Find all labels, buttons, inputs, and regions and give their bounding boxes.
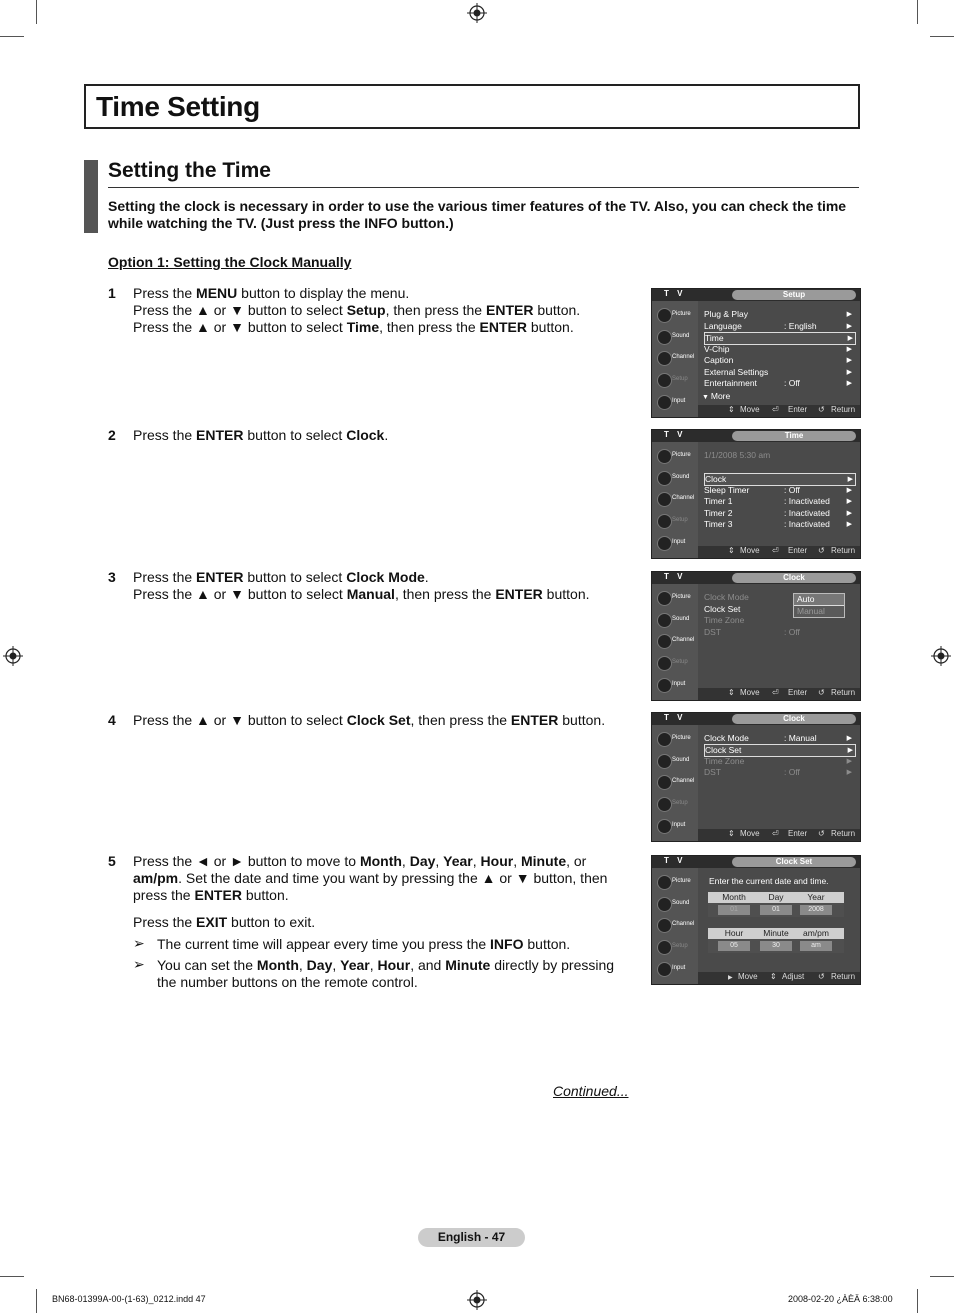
sidebar-label: Channel [672, 495, 695, 501]
crop-mark [930, 1276, 954, 1277]
menu-title: Clock [732, 714, 856, 724]
sidebar-item-picture[interactable] [654, 729, 696, 749]
sidebar-label: Picture [672, 452, 691, 458]
sidebar-label: Input [672, 681, 686, 687]
sidebar-item-channel[interactable] [654, 348, 696, 368]
step-line: Press the ENTER button to select Clock Mode. [133, 569, 429, 585]
crop-mark [930, 36, 954, 37]
enter-icon: ⏎ [772, 405, 779, 414]
picture-icon [657, 875, 672, 890]
step-number: 2 [108, 427, 116, 443]
year-field[interactable]: 2008 [800, 905, 832, 915]
arrow-right-icon: ▶ [846, 311, 852, 318]
tv-logo: T V [664, 856, 686, 865]
sidebar-item-setup[interactable] [654, 794, 696, 814]
date-value-row [708, 903, 844, 917]
arrow-right-icon: ▶ [846, 521, 852, 528]
menu-value: : Off [784, 767, 800, 777]
menu-content [698, 301, 860, 405]
step-line: Press the ▲ or ▼ button to select Time, then press the ENTER button. [133, 319, 574, 335]
menu-item[interactable] [704, 767, 854, 778]
menu-label: Language [704, 321, 742, 331]
step-line: Press the ▲ or ▼ button to select Manual, then press the ENTER button. [133, 586, 590, 602]
menu-item[interactable] [704, 344, 854, 355]
step-line: Press the ◄ or ► button to move to Month, Day, Year, Hour, Minute, or am/pm. Set the date and time you want by pressing the ▲ or ▼ button, then press the ENTER button. [133, 853, 608, 903]
menu-label: Sleep Timer [704, 485, 750, 495]
sidebar-item-setup[interactable] [654, 370, 696, 390]
setup-icon [657, 514, 672, 529]
menu-value: : Off [784, 627, 800, 637]
input-icon [657, 395, 672, 410]
crop-mark [36, 0, 37, 24]
sidebar-label: Setup [672, 376, 688, 382]
return-icon: ↺ [818, 688, 825, 697]
setup-icon [657, 373, 672, 388]
section-title: Setting the Time [108, 159, 271, 182]
sidebar-item-sound[interactable] [654, 610, 696, 630]
tv-sidebar [652, 301, 698, 417]
crop-mark [36, 1289, 37, 1313]
sidebar-item-input[interactable] [654, 675, 696, 695]
sidebar-item-channel[interactable] [654, 489, 696, 509]
arrow-right-icon: ▶ [846, 346, 852, 353]
section-divider [108, 187, 859, 188]
footer-label: Return [831, 405, 856, 414]
menu-item[interactable] [704, 508, 854, 519]
move-icon: ⇕ [728, 829, 735, 838]
menu-label: Clock Set [704, 604, 741, 614]
minute-header: Minute [763, 928, 789, 938]
hour-header: Hour [724, 928, 744, 938]
arrow-right-icon: ▶ [847, 476, 853, 483]
sidebar-label: Sound [672, 757, 690, 763]
sidebar-label: Input [672, 398, 686, 404]
return-icon: ↺ [818, 829, 825, 838]
arrow-right-icon: ▶ [846, 369, 852, 376]
sidebar-item-picture[interactable] [654, 446, 696, 466]
picture-icon [657, 449, 672, 464]
menu-label: Entertainment [704, 378, 757, 388]
sidebar-label: Picture [672, 594, 691, 600]
menu-item[interactable] [704, 378, 854, 389]
sidebar-label: Setup [672, 517, 688, 523]
input-icon [657, 962, 672, 977]
exit-instruction: Press the EXIT button to exit. [133, 914, 316, 930]
input-icon [657, 819, 672, 834]
channel-icon [657, 492, 672, 507]
step-number: 1 [108, 285, 116, 301]
crop-mark [0, 1276, 24, 1277]
ampm-header: am/pm [803, 928, 829, 938]
menu-label: Time [705, 333, 724, 343]
menu-value: : Manual [784, 733, 817, 743]
tv-sidebar [652, 442, 698, 558]
footer-label: Return [831, 688, 856, 697]
tv-footer [698, 829, 860, 841]
enter-icon: ⏎ [772, 688, 779, 697]
menu-value: : Inactivated [784, 519, 830, 529]
menu-more[interactable] [702, 391, 852, 402]
sidebar-item-picture[interactable] [654, 588, 696, 608]
menu-item[interactable] [704, 367, 854, 378]
sidebar-label: Setup [672, 659, 688, 665]
sound-icon [657, 897, 672, 912]
menu-content [698, 584, 860, 688]
enter-icon: ⏎ [772, 829, 779, 838]
clock-set-prompt: Enter the current date and time. [709, 876, 829, 886]
arrow-right-icon: ▶ [847, 747, 853, 754]
step-line: Press the ▲ or ▼ button to select Setup, then press the ENTER button. [133, 302, 581, 318]
time-value-row [708, 939, 844, 953]
footer-label: Return [831, 546, 856, 555]
step-line: Press the MENU button to display the menu. [133, 285, 410, 301]
page-number: English - 47 [418, 1228, 525, 1247]
step-5-text [133, 853, 618, 904]
crop-mark [917, 1289, 918, 1313]
tv-menu-clock-mode [651, 571, 861, 701]
sidebar-item-sound[interactable] [654, 468, 696, 488]
footer-label: Return [831, 829, 856, 838]
print-date: 2008-02-20 ¿ÀÈÄ 6:38:00 [788, 1294, 893, 1304]
menu-label: Caption [704, 355, 734, 365]
ampm-field[interactable]: am [800, 941, 832, 951]
arrow-right-icon: ▶ [846, 487, 852, 494]
minute-field[interactable]: 30 [760, 941, 792, 951]
continued-label: Continued... [553, 1083, 629, 1099]
sidebar-item-input[interactable] [654, 959, 696, 979]
arrow-left-right-icon: ▶ [728, 975, 733, 981]
sidebar-label: Channel [672, 637, 695, 643]
note-text: The current time will appear every time you press the INFO button. [157, 936, 571, 952]
sidebar-label: Setup [672, 800, 688, 806]
footer-label: Enter [788, 546, 808, 555]
footer-label: Return [831, 972, 856, 981]
input-icon [657, 678, 672, 693]
sidebar-item-setup[interactable] [654, 653, 696, 673]
tv-menu-setup [651, 288, 861, 418]
arrow-right-icon: ▶ [846, 758, 852, 765]
menu-value: : Inactivated [784, 496, 830, 506]
sidebar-label: Picture [672, 878, 691, 884]
tv-footer [698, 546, 860, 558]
hour-field[interactable]: 05 [718, 941, 750, 951]
footer-label: Enter [788, 829, 808, 838]
registration-mark-icon [931, 646, 951, 666]
enter-icon: ⏎ [772, 546, 779, 555]
menu-value: : Off [784, 485, 800, 495]
arrow-right-icon: ▶ [846, 769, 852, 776]
arrow-right-icon: ▶ [847, 335, 853, 342]
sidebar-label: Picture [672, 735, 691, 741]
adjust-icon: ⇕ [770, 972, 777, 981]
note-arrow-icon: ➢ [133, 935, 145, 951]
tv-menu-clock-set [651, 855, 861, 985]
setup-icon [657, 656, 672, 671]
time-header-row [708, 928, 844, 939]
sound-icon [657, 471, 672, 486]
menu-item[interactable] [704, 485, 854, 496]
sidebar-item-picture[interactable] [654, 305, 696, 325]
registration-mark-icon [3, 646, 23, 666]
sidebar-item-input[interactable] [654, 533, 696, 553]
sidebar-label: Input [672, 822, 686, 828]
menu-value: : Off [784, 378, 800, 388]
note-text: You can set the Month, Day, Year, Hour, and Minute directly by pressing the number buttons on the remote control. [157, 957, 615, 990]
footer-label: Enter [788, 688, 808, 697]
step-4-text [133, 712, 623, 729]
sidebar-label: Picture [672, 311, 691, 317]
option-manual[interactable]: Manual [794, 605, 844, 617]
menu-label: Timer 1 [704, 496, 733, 506]
step-3-text [133, 569, 623, 603]
tv-logo: T V [664, 430, 686, 439]
tv-sidebar [652, 584, 698, 700]
menu-content [698, 868, 860, 972]
footer-label: Move [740, 829, 760, 838]
step-1-text [133, 285, 623, 336]
menu-label: Timer 3 [704, 519, 733, 529]
sidebar-item-setup[interactable] [654, 511, 696, 531]
sidebar-label: Sound [672, 900, 690, 906]
sidebar-item-picture[interactable] [654, 872, 696, 892]
crop-mark [917, 0, 918, 24]
picture-icon [657, 732, 672, 747]
sidebar-label: Channel [672, 778, 695, 784]
sidebar-label: Input [672, 965, 686, 971]
arrow-right-icon: ▶ [846, 735, 852, 742]
file-name: BN68-01399A-00-(1-63)_0212.indd 47 [52, 1294, 206, 1304]
menu-item[interactable] [704, 519, 854, 530]
menu-value: : English [784, 321, 817, 331]
menu-value: : Inactivated [784, 508, 830, 518]
sidebar-label: Sound [672, 333, 690, 339]
return-icon: ↺ [818, 405, 825, 414]
channel-icon [657, 775, 672, 790]
setup-icon [657, 797, 672, 812]
note-arrow-icon: ➢ [133, 956, 145, 972]
tv-logo: T V [664, 289, 686, 298]
sound-icon [657, 754, 672, 769]
sidebar-item-sound[interactable] [654, 751, 696, 771]
input-icon [657, 536, 672, 551]
arrow-down-icon: ▼ [702, 394, 711, 401]
tv-footer [698, 972, 860, 984]
tv-footer [698, 688, 860, 700]
channel-icon [657, 634, 672, 649]
menu-item[interactable] [704, 496, 854, 507]
menu-item[interactable] [704, 309, 854, 320]
page-title-box [84, 84, 860, 129]
sound-icon [657, 330, 672, 345]
clock-mode-popup [793, 593, 845, 618]
arrow-right-icon: ▶ [846, 323, 852, 330]
date-header-row [708, 892, 844, 903]
sidebar-item-setup[interactable] [654, 937, 696, 957]
menu-label: Clock Set [705, 745, 742, 755]
menu-label: Time Zone [704, 756, 745, 766]
year-header: Year [807, 892, 825, 902]
menu-title: Clock Set [732, 857, 856, 867]
tv-menu-time [651, 429, 861, 559]
sidebar-label: Setup [672, 943, 688, 949]
menu-label: Plug & Play [704, 309, 748, 319]
footer-label: Move [740, 405, 760, 414]
arrow-right-icon: ▶ [846, 510, 852, 517]
move-icon: ⇕ [728, 546, 735, 555]
channel-icon [657, 918, 672, 933]
sidebar-item-sound[interactable] [654, 327, 696, 347]
tv-menu-clock [651, 712, 861, 842]
sidebar-label: Sound [672, 474, 690, 480]
month-header: Month [722, 892, 746, 902]
footer-label: Move [738, 972, 758, 981]
channel-icon [657, 351, 672, 366]
sidebar-item-input[interactable] [654, 816, 696, 836]
menu-item[interactable] [704, 627, 854, 638]
footer-label: Move [740, 688, 760, 697]
return-icon: ↺ [818, 972, 825, 981]
sidebar-label: Channel [672, 921, 695, 927]
arrow-right-icon: ▶ [846, 357, 852, 364]
tv-sidebar [652, 868, 698, 984]
page-title: Time Setting [96, 91, 260, 122]
sound-icon [657, 613, 672, 628]
menu-content [698, 725, 860, 829]
section-intro: Setting the clock is necessary in order to use the various timer features of the TV. Also, you can check the time while watching the TV. (Just press the INFO button.) [108, 198, 847, 231]
registration-mark-icon [467, 3, 487, 23]
step-line: Press the ▲ or ▼ button to select Clock Set, then press the ENTER button. [133, 712, 606, 728]
menu-label: V-Chip [704, 344, 730, 354]
sidebar-label: Input [672, 539, 686, 545]
footer-label: Adjust [782, 972, 805, 981]
registration-mark-icon [467, 1290, 487, 1310]
current-datetime: 1/1/2008 5:30 am [704, 450, 771, 460]
menu-item[interactable] [704, 321, 854, 332]
menu-item[interactable] [704, 733, 854, 744]
tv-footer [698, 405, 860, 417]
menu-item[interactable] [704, 355, 854, 366]
move-icon: ⇕ [728, 405, 735, 414]
arrow-right-icon: ▶ [846, 380, 852, 387]
return-icon: ↺ [818, 546, 825, 555]
tv-sidebar [652, 725, 698, 841]
menu-content [698, 442, 860, 546]
footer-label: Enter [788, 405, 808, 414]
menu-item[interactable] [704, 756, 854, 767]
menu-label: Clock Mode [704, 733, 749, 743]
menu-label: External Settings [704, 367, 769, 377]
menu-label: Timer 2 [704, 508, 733, 518]
sidebar-item-input[interactable] [654, 392, 696, 412]
menu-title: Setup [732, 290, 856, 300]
sidebar-label: Sound [672, 616, 690, 622]
picture-icon [657, 591, 672, 606]
picture-icon [657, 308, 672, 323]
menu-title: Clock [732, 573, 856, 583]
menu-label: Clock Mode [704, 592, 749, 602]
menu-label: Time Zone [704, 615, 745, 625]
option-title: Option 1: Setting the Clock Manually [108, 254, 352, 270]
step-number: 4 [108, 712, 116, 728]
tv-logo: T V [664, 572, 686, 581]
move-icon: ⇕ [728, 688, 735, 697]
menu-label: More [710, 391, 731, 401]
day-header: Day [768, 892, 784, 902]
sidebar-label: Channel [672, 354, 695, 360]
setup-icon [657, 940, 672, 955]
menu-label: DST [704, 627, 721, 637]
day-field[interactable]: 01 [760, 905, 792, 915]
month-field[interactable]: 01 [718, 905, 750, 915]
menu-label: Clock [705, 474, 727, 484]
sidebar-item-channel[interactable] [654, 631, 696, 651]
sidebar-item-sound[interactable] [654, 894, 696, 914]
sidebar-item-channel[interactable] [654, 915, 696, 935]
step-number: 3 [108, 569, 116, 585]
section-bar [84, 160, 98, 233]
menu-label: DST [704, 767, 721, 777]
step-number: 5 [108, 853, 116, 869]
crop-mark [0, 36, 24, 37]
step-2-text [133, 427, 623, 444]
sidebar-item-channel[interactable] [654, 772, 696, 792]
option-auto[interactable]: Auto [797, 594, 815, 604]
step-line: Press the ENTER button to select Clock. [133, 427, 389, 443]
menu-title: Time [732, 431, 856, 441]
footer-label: Move [740, 546, 760, 555]
arrow-right-icon: ▶ [846, 498, 852, 505]
tv-logo: T V [664, 713, 686, 722]
